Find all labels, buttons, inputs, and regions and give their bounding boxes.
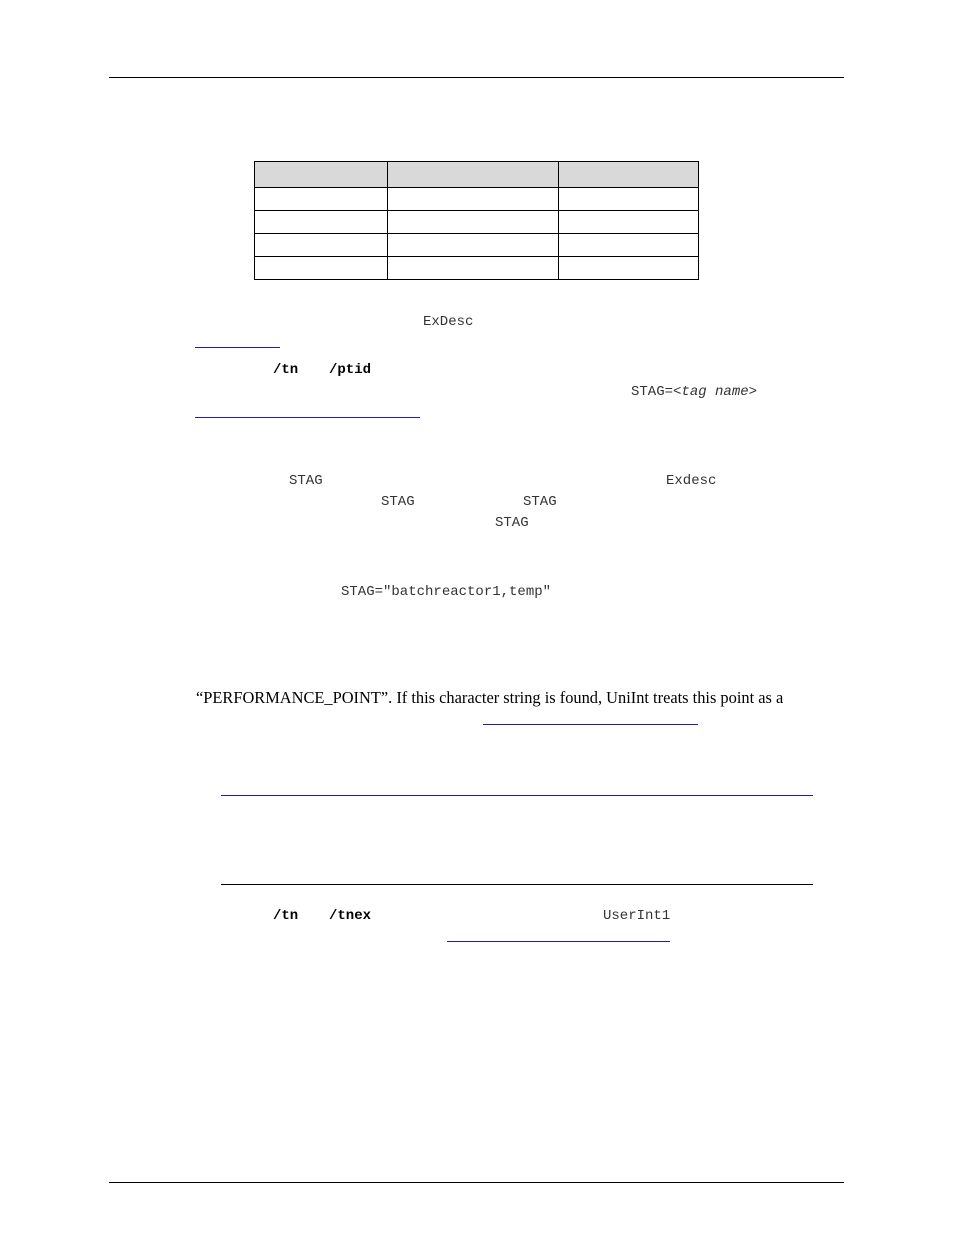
- table-cell: [559, 257, 699, 280]
- stag-example: STAG="batchreactor1,temp": [341, 584, 552, 600]
- tnex-switch: /tnex: [329, 908, 372, 924]
- note-top-rule: [221, 795, 813, 796]
- stag-syntax-prefix: STAG=<: [631, 384, 682, 400]
- table-cell: [388, 211, 559, 234]
- userint1-code: UserInt1: [603, 908, 671, 924]
- table-row: [255, 188, 699, 211]
- table-cell: [255, 188, 388, 211]
- stag-code-1: STAG: [289, 473, 323, 489]
- header-rule: [109, 77, 844, 78]
- stag-syntax-suffix: >: [748, 384, 758, 400]
- table-cell: [559, 234, 699, 257]
- table-cell: [559, 162, 699, 188]
- exdesc-code-2: Exdesc: [666, 473, 717, 489]
- table-row: [255, 257, 699, 280]
- exdesc-code: ExDesc: [423, 314, 474, 330]
- table-cell: [559, 211, 699, 234]
- hyperlink-4[interactable]: [447, 941, 670, 942]
- table-cell: [255, 234, 388, 257]
- stag-code-3: STAG: [523, 494, 557, 510]
- note-bottom-rule: [221, 884, 813, 885]
- table-cell: [255, 211, 388, 234]
- table-row: [255, 234, 699, 257]
- table-cell: [388, 188, 559, 211]
- table-cell: [388, 162, 559, 188]
- table-cell: [255, 257, 388, 280]
- table-cell: [255, 162, 388, 188]
- hyperlink-1[interactable]: [195, 347, 280, 348]
- tag-name-placeholder: tag name: [681, 384, 749, 400]
- tn-switch-2: /tn: [273, 908, 299, 924]
- table-cell: [388, 257, 559, 280]
- tn-switch-1: /tn: [273, 362, 299, 378]
- stag-syntax: [631, 385, 757, 399]
- ptid-switch: /ptid: [329, 362, 372, 378]
- table-header-row: [255, 162, 699, 188]
- options-table: [254, 161, 699, 280]
- hyperlink-3[interactable]: [483, 724, 698, 725]
- stag-code-2: STAG: [381, 494, 415, 510]
- performance-point-text: “PERFORMANCE_POINT”. If this character string is found, UniInt treats this point as a: [196, 688, 784, 707]
- table-cell: [559, 188, 699, 211]
- table-row: [255, 211, 699, 234]
- stag-code-4: STAG: [495, 515, 529, 531]
- hyperlink-2[interactable]: [195, 417, 420, 418]
- table-cell: [388, 234, 559, 257]
- footer-rule: [109, 1182, 844, 1183]
